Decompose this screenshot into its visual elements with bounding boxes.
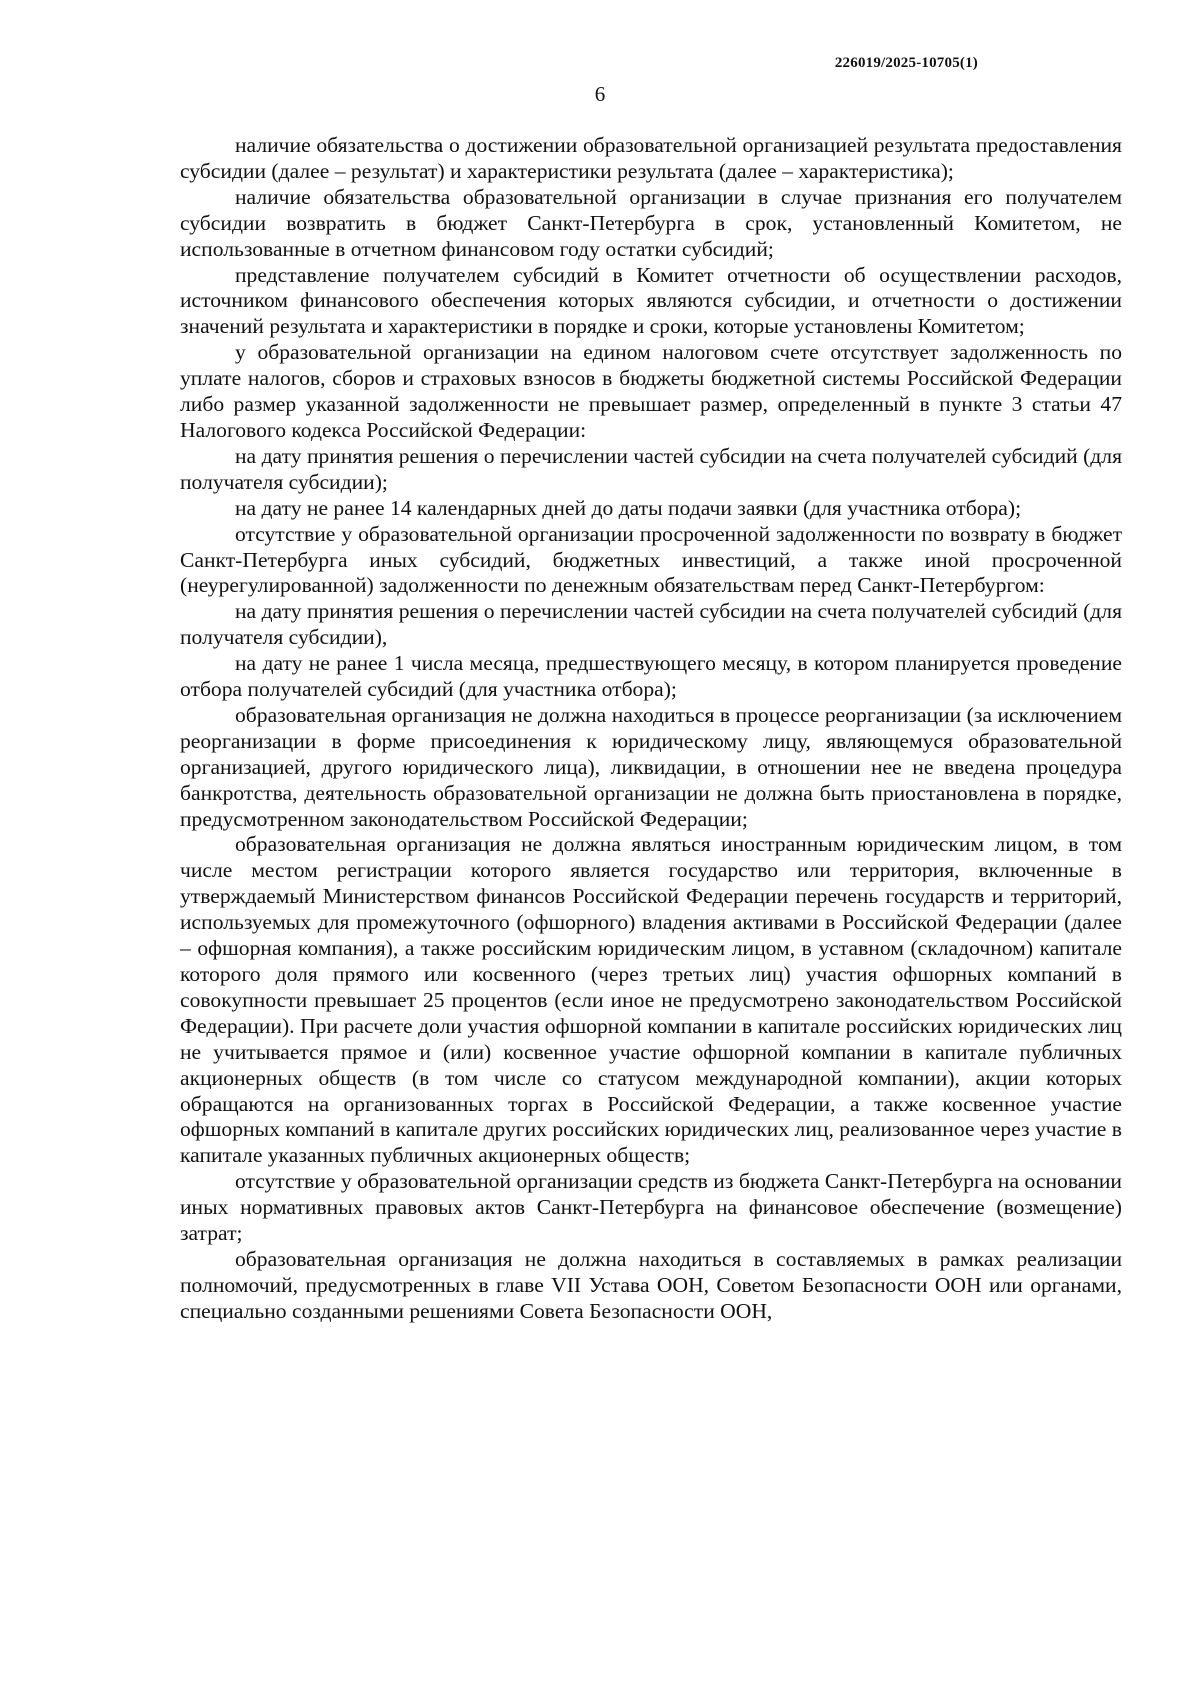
document-registration-number: 226019/2025-10705(1): [834, 55, 978, 71]
paragraph: на дату не ранее 1 числа месяца, предшествующего месяцу, в котором планируется проведение отбора получателей субсидий (для участника отбора);: [180, 651, 1122, 702]
paragraph: отсутствие у образовательной организации просроченной задолженности по возврату в бюджет Санкт-Петербурга иных субсидий, бюджетных инвестиций, а также иной просроченной (неурегулированной) задолженности по денежным обязательствам перед Санкт-Петербургом:: [180, 521, 1122, 598]
paragraph: у образовательной организации на едином налоговом счете отсутствует задолженность по уплате налогов, сборов и страховых взносов в бюджеты бюджетной системы Российской Федерации либо размер указанной задолженности не превышает размер, определенный в пункте 3 статьи 47 Налогового кодекса Российской Федерации:: [180, 340, 1122, 442]
document-body: [180, 133, 1122, 1325]
paragraph: отсутствие у образовательной организации средств из бюджета Санкт-Петербурга на основании иных нормативных правовых актов Санкт-Петербурга на финансовое обеспечение (возмещение) затрат;: [180, 1169, 1122, 1246]
paragraph: на дату принятия решения о перечислении частей субсидии на счета получателей субсидий (для получателя субсидии),: [180, 599, 1122, 650]
page-number: 6: [594, 82, 606, 106]
paragraph: представление получателем субсидий в Комитет отчетности об осуществлении расходов, источником финансового обеспечения которых являются субсидии, и отчетности о достижении значений результата и характеристики в порядке и сроки, которые установлены Комитетом;: [180, 262, 1122, 339]
paragraph: на дату не ранее 14 календарных дней до даты подачи заявки (для участника отбора);: [235, 495, 1022, 520]
paragraph: на дату принятия решения о перечислении частей субсидии на счета получателей субсидий (для получателя субсидии);: [180, 443, 1122, 494]
paragraph: образовательная организация не должна находиться в составляемых в рамках реализации полномочий, предусмотренных в главе VII Устава ООН, Советом Безопасности ООН или органами, специально созданными решениями Совета Безопасности ООН,: [180, 1246, 1122, 1323]
paragraph: образовательная организация не должна являться иностранным юридическим лицом, в том числе местом регистрации которого является государство или территория, включенные в утверждаемый Министерством финансов Российской Федерации перечень государств и территорий, используемых для промежуточного (офшорного) владения активами в Российской Федерации (далее – офшорная компания), а также российским юридическим лицом, в уставном (складочном) капитале которого доля прямого или косвенного (через третьих лиц) участия офшорных компаний в совокупности превышает 25 процентов (если иное не предусмотрено законодательством Российской Федерации). При расчете доли участия офшорной компании в капитале российских юридических лиц не учитывается прямое и (или) косвенное участие офшорной компании в капитале публичных акционерных обществ (в том числе со статусом международной компании), акции которых обращаются на организованных торгах в Российской Федерации, а также косвенное участие офшорных компаний в капитале других российских юридических лиц, реализованное через участие в капитале указанных публичных акционерных обществ;: [180, 832, 1122, 1168]
paragraph: образовательная организация не должна находиться в процессе реорганизации (за исключением реорганизации в форме присоединения к юридическому лицу, являющемуся образовательной организацией, другого юридического лица), ликвидации, в отношении нее не введена процедура банкротства, деятельность образовательной организации не должна быть приостановлена в порядке, предусмотренном законодательством Российской Федерации;: [180, 702, 1122, 831]
paragraph: наличие обязательства образовательной организации в случае признания его получателем субсидии возвратить в бюджет Санкт-Петербурга в срок, установленный Комитетом, не использованные в отчетном финансовом году остатки субсидий;: [180, 184, 1122, 261]
paragraph: наличие обязательства о достижении образовательной организацией результата предоставления субсидии (далее – результат) и характеристики результата (далее – характеристика);: [180, 133, 1122, 183]
